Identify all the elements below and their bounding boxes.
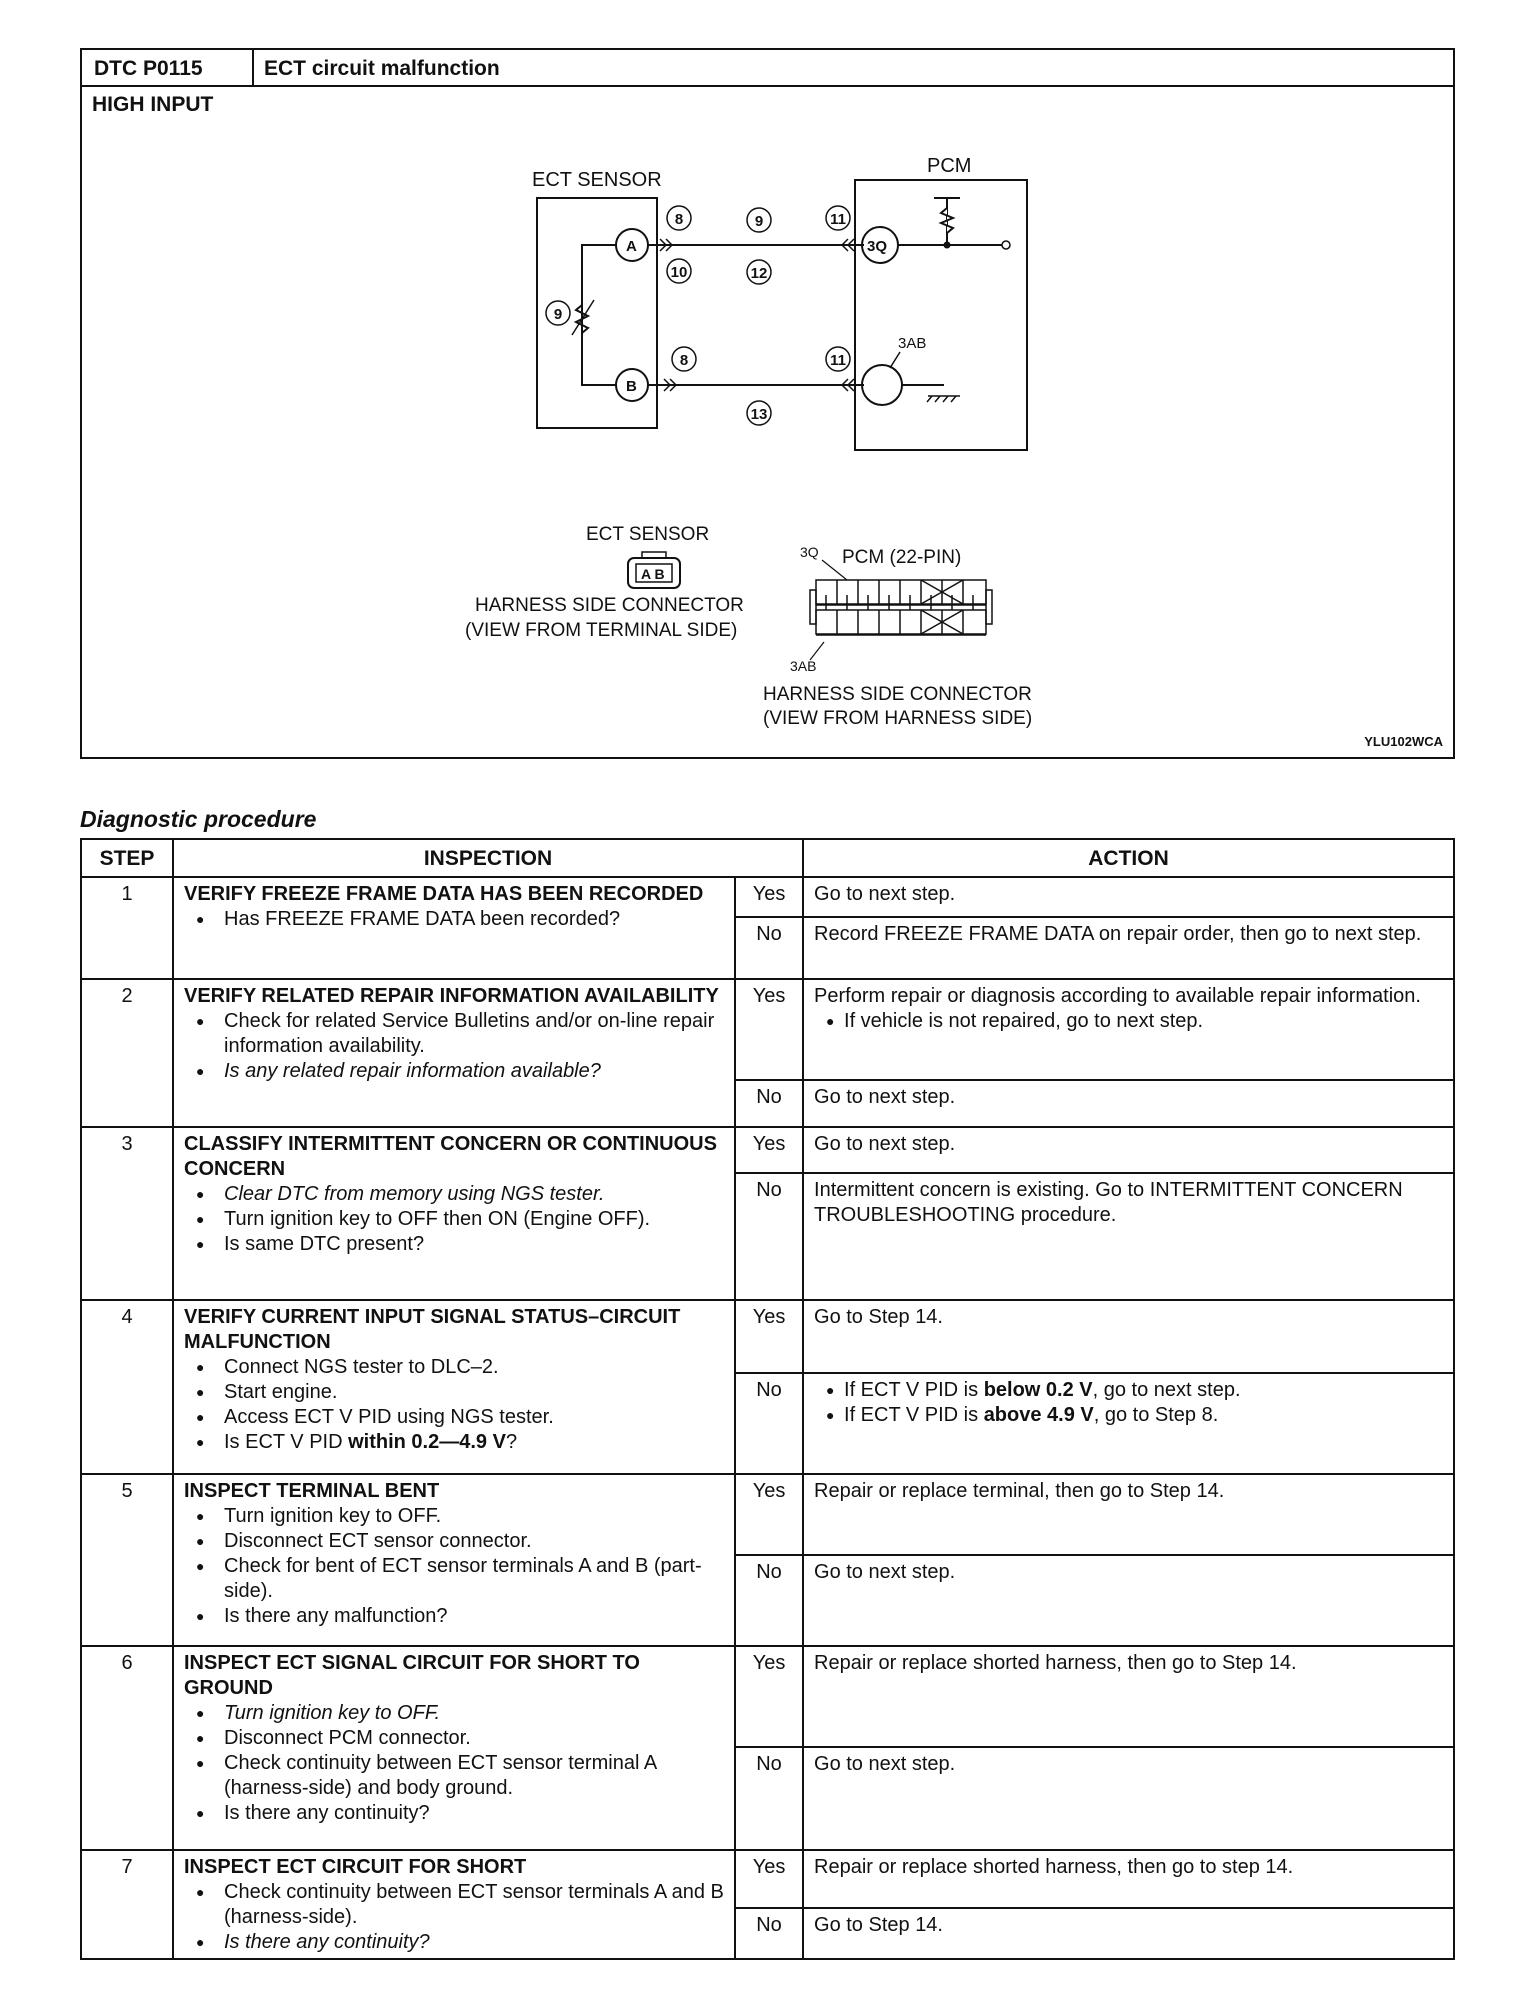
step-number: 7 [81, 1850, 173, 1959]
procedure-heading: Diagnostic procedure [80, 806, 317, 832]
circuit-callouts [546, 206, 850, 425]
procedure-table [80, 838, 1455, 1960]
bullet-text: , go to Step 8. [1093, 1404, 1219, 1427]
step-inspection [173, 877, 735, 979]
step-inspection [173, 1850, 735, 1959]
circuit-callout-labels [554, 211, 846, 423]
callout-13: 13 [750, 406, 768, 423]
header-inspection: INSPECTION [173, 839, 803, 877]
header-step: STEP [81, 839, 173, 877]
yes-action: Go to next step. [803, 1127, 1454, 1173]
pcm-output-node [1002, 241, 1010, 249]
table-row [81, 1127, 1454, 1173]
pcm-connector-note2: (VIEW FROM HARNESS SIDE) [763, 708, 1033, 729]
bullet-text: , go to next step. [1092, 1379, 1241, 1402]
step-inspection [173, 1474, 735, 1646]
no-action: Go to Step 14. [803, 1908, 1454, 1959]
step-bullet: ● Turn ignition key to OFF then ON (Engine OFF). [184, 1207, 726, 1232]
dtc-subtitle: HIGH INPUT [92, 93, 214, 116]
table-row [81, 877, 1454, 916]
sensor-connector-label: ECT SENSOR [586, 524, 710, 545]
pcm-box [855, 180, 1027, 450]
step-bullet: ● Has FREEZE FRAME DATA been recorded? [184, 907, 726, 932]
connector-chevrons [660, 239, 854, 391]
callout-9a: 9 [754, 213, 764, 230]
pcm-connector-note1: HARNESS SIDE CONNECTOR [763, 684, 1032, 705]
bullet-text: If ECT V PID is [844, 1379, 984, 1402]
step-bullet: ● Clear DTC from memory using NGS tester. [184, 1182, 726, 1207]
table-row [81, 979, 1454, 1080]
callout-11a: 11 [830, 211, 846, 228]
pcm-connector-label: PCM (22-PIN) [842, 547, 962, 568]
step-bullet: ● Disconnect PCM connector. [184, 1726, 726, 1751]
step-bullet: ● Check for bent of ECT sensor terminals A and B (part-side). [184, 1554, 726, 1604]
pcm-connector-icon [810, 580, 992, 635]
step-number: 1 [81, 877, 173, 979]
step-number: 2 [81, 979, 173, 1126]
ect-sensor-label: ECT SENSOR [532, 169, 662, 191]
step-bullet: ● Access ECT V PID using NGS tester. [184, 1405, 726, 1430]
dtc-title: ECT circuit malfunction [264, 57, 500, 80]
step-title: INSPECT ECT CIRCUIT FOR SHORT [184, 1855, 527, 1878]
step-bullet: ● Turn ignition key to OFF. [184, 1701, 726, 1726]
no-label: No [735, 1373, 803, 1474]
yes-action: Repair or replace terminal, then go to Step 14. [803, 1474, 1454, 1555]
callout-10: 10 [670, 264, 688, 281]
table-header-row [81, 839, 1454, 877]
no-action-bullet [814, 1378, 1445, 1403]
sensor-connector-pins: A B [641, 566, 665, 582]
step-title: INSPECT TERMINAL BENT [184, 1480, 440, 1503]
step-inspection [173, 1646, 735, 1850]
yes-label: Yes [735, 1646, 803, 1747]
yes-action: Repair or replace shorted harness, then go to Step 14. [803, 1646, 1454, 1747]
yes-label: Yes [735, 1474, 803, 1555]
sensor-connector-note1: HARNESS SIDE CONNECTOR [475, 595, 744, 616]
step-bullet: ● Is there any continuity? [184, 1930, 726, 1955]
step-number: 3 [81, 1127, 173, 1301]
step-title: VERIFY RELATED REPAIR INFORMATION AVAILABILITY [184, 985, 719, 1008]
step-bullet: ● Check for related Service Bulletins and/or on-line repair information availability. [184, 1009, 726, 1059]
yes-action: Go to Step 14. [803, 1300, 1454, 1373]
yes-label: Yes [735, 1127, 803, 1173]
step-title: CLASSIFY INTERMITTENT CONCERN OR CONTINUOUS CONCERN [184, 1132, 717, 1180]
step-bullet: ● Is there any malfunction? [184, 1604, 726, 1629]
step-inspection [173, 1300, 735, 1474]
step-bullet: ● Is any related repair information available? [184, 1059, 726, 1084]
step-bullet: ● Is same DTC present? [184, 1232, 726, 1257]
callout-12: 12 [750, 265, 768, 282]
figure-code: YLU102WCA [1364, 734, 1443, 749]
step-number: 6 [81, 1646, 173, 1850]
no-action-bullet [814, 1403, 1445, 1428]
yes-action-cell [803, 979, 1454, 1080]
table-row [81, 1646, 1454, 1747]
terminal-b-label: B [626, 378, 637, 395]
no-label: No [735, 917, 803, 980]
pcm-connector-pin-bottom: 3AB [790, 658, 817, 674]
no-label: No [735, 1908, 803, 1959]
no-action: Intermittent concern is existing. Go to INTERMITTENT CONCERN TROUBLESHOOTING procedure. [803, 1173, 1454, 1300]
table-row [81, 1850, 1454, 1909]
terminal-a-label: A [626, 238, 637, 255]
no-action: Go to next step. [803, 1555, 1454, 1646]
pcm-terminal-3ab-circle [862, 365, 902, 405]
dtc-code: DTC P0115 [82, 50, 254, 85]
callout-8a: 8 [674, 211, 684, 228]
no-action: Go to next step. [803, 1747, 1454, 1850]
step-inspection [173, 979, 735, 1126]
bullet-text: Is ECT V PID [224, 1431, 349, 1454]
step-bullet: ● Is there any continuity? [184, 1801, 726, 1826]
pcm-3ab-leader [890, 352, 900, 368]
yes-action: Go to next step. [803, 877, 1454, 916]
pcm-label: PCM [927, 155, 972, 177]
yes-action: Perform repair or diagnosis according to available repair information. [814, 985, 1421, 1008]
table-row [81, 1474, 1454, 1555]
no-action: Go to next step. [803, 1080, 1454, 1126]
step-title: VERIFY CURRENT INPUT SIGNAL STATUS–CIRCUIT MALFUNCTION [184, 1306, 681, 1354]
no-action: Record FREEZE FRAME DATA on repair order, then go to next step. [803, 917, 1454, 980]
step-title: INSPECT ECT SIGNAL CIRCUIT FOR SHORT TO GROUND [184, 1651, 640, 1699]
ground-symbol-icon [927, 396, 960, 402]
pcm-junction-dot [944, 242, 950, 248]
bullet-bold: above 4.9 V [983, 1404, 1094, 1427]
step-bullet: ● Turn ignition key to OFF. [184, 1504, 726, 1529]
step-number: 5 [81, 1474, 173, 1646]
step-title: VERIFY FREEZE FRAME DATA HAS BEEN RECORDED [184, 883, 704, 906]
callout-11b: 11 [830, 352, 846, 369]
no-action-cell [803, 1373, 1454, 1474]
pcm-terminal-3q: 3Q [867, 238, 888, 255]
step-bullet: ● Disconnect ECT sensor connector. [184, 1529, 726, 1554]
dtc-box [80, 48, 1455, 759]
bullet-bold: below 0.2 V [983, 1379, 1093, 1402]
pcm-resistor-icon [941, 208, 953, 233]
step-bullet: ● Check continuity between ECT sensor terminals A and B (harness-side). [184, 1880, 726, 1930]
no-label: No [735, 1747, 803, 1850]
no-label: No [735, 1173, 803, 1300]
step-bullet: ● Start engine. [184, 1380, 726, 1405]
yes-label: Yes [735, 979, 803, 1080]
bullet-text: If ECT V PID is [844, 1404, 984, 1427]
yes-action-bullet: ● If vehicle is not repaired, go to next step. [814, 1009, 1445, 1034]
step-bullet: ● Connect NGS tester to DLC–2. [184, 1355, 726, 1380]
yes-label: Yes [735, 1300, 803, 1373]
yes-action: Repair or replace shorted harness, then go to step 14. [803, 1850, 1454, 1909]
callout-8b: 8 [679, 352, 689, 369]
pcm-terminal-3ab: 3AB [898, 335, 927, 352]
no-label: No [735, 1080, 803, 1126]
pcm-connector-bottom-leader [810, 642, 824, 660]
yes-label: Yes [735, 1850, 803, 1909]
sensor-connector-note2: (VIEW FROM TERMINAL SIDE) [465, 620, 738, 641]
step-number: 4 [81, 1300, 173, 1474]
wiring-diagram [82, 50, 1457, 761]
step-inspection [173, 1127, 735, 1301]
step-bullet [184, 1430, 726, 1455]
callout-9b: 9 [553, 306, 563, 323]
no-label: No [735, 1555, 803, 1646]
bullet-bold: within 0.2—4.9 V [348, 1431, 506, 1454]
header-action: ACTION [803, 839, 1454, 877]
pcm-connector-pin-top: 3Q [800, 544, 819, 560]
step-bullet: ● Check continuity between ECT sensor terminal A (harness-side) and body ground. [184, 1751, 726, 1801]
table-row [81, 1300, 1454, 1373]
bullet-text: ? [505, 1431, 518, 1454]
yes-label: Yes [735, 877, 803, 916]
